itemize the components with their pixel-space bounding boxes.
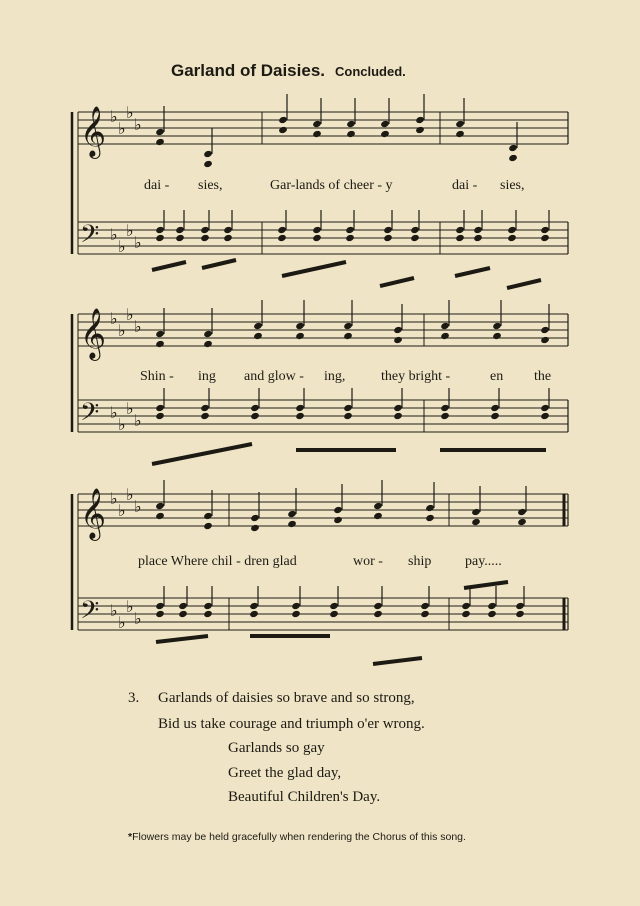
note-head — [383, 226, 393, 234]
flat-icon: ♭ — [126, 103, 134, 122]
footnote — [128, 831, 466, 843]
note-beam — [282, 262, 346, 276]
note-head — [203, 522, 213, 530]
note-head — [515, 602, 525, 610]
lyric-s3-3: ship — [408, 554, 432, 569]
lyric-s1-4: dai - — [452, 178, 478, 193]
note-beam — [156, 636, 208, 642]
flat-icon: ♭ — [118, 415, 126, 434]
note-head — [333, 506, 343, 514]
flat-icon: ♭ — [134, 609, 142, 628]
lyric-s2-6: en — [490, 369, 504, 384]
note-head — [249, 610, 259, 618]
note-head — [295, 404, 305, 412]
flat-icon: ♭ — [118, 321, 126, 340]
note-head — [487, 602, 497, 610]
note-head — [540, 234, 550, 242]
note-head — [203, 150, 213, 158]
note-head — [471, 508, 481, 516]
song-title-note: Concluded. — [335, 64, 406, 79]
note-head — [343, 412, 353, 420]
verse-line-2: Bid us take courage and triumph o'er wrong. — [158, 716, 425, 732]
lyric-s1-5: sies, — [500, 178, 525, 193]
note-head — [203, 602, 213, 610]
note-head — [291, 602, 301, 610]
note-head — [178, 602, 188, 610]
note-head — [250, 514, 260, 522]
note-head — [155, 340, 165, 348]
note-head — [203, 160, 213, 168]
note-beam — [152, 262, 186, 270]
note-head — [250, 412, 260, 420]
note-head — [461, 602, 471, 610]
note-head — [333, 516, 343, 524]
note-head — [393, 404, 403, 412]
note-head — [291, 610, 301, 618]
note-head — [203, 512, 213, 520]
note-head — [178, 610, 188, 618]
note-head — [175, 226, 185, 234]
note-head — [455, 120, 465, 128]
note-head — [278, 116, 288, 124]
note-head — [175, 234, 185, 242]
treble-clef-icon: 𝄞 — [80, 308, 107, 359]
note-head — [373, 502, 383, 510]
lyric-s2-2: ing — [198, 369, 216, 384]
note-head — [540, 326, 550, 334]
flat-icon: ♭ — [110, 107, 118, 126]
note-head — [343, 404, 353, 412]
note-head — [345, 226, 355, 234]
note-head — [312, 226, 322, 234]
treble-clef-icon: 𝄞 — [80, 488, 107, 539]
note-head — [383, 234, 393, 242]
note-head — [373, 610, 383, 618]
note-beam — [507, 280, 541, 288]
note-head — [492, 332, 502, 340]
lyric-s2-4: ing, — [324, 369, 346, 384]
note-head — [287, 520, 297, 528]
note-head — [312, 234, 322, 242]
note-head — [346, 120, 356, 128]
treble-clef-icon: 𝄞 — [80, 106, 107, 157]
lyric-s2-3: and glow - — [244, 369, 304, 384]
note-beam — [202, 260, 236, 268]
flat-icon: ♭ — [118, 613, 126, 632]
note-beam — [373, 658, 422, 664]
note-head — [155, 602, 165, 610]
note-head — [517, 518, 527, 526]
note-head — [278, 126, 288, 134]
note-head — [517, 508, 527, 516]
flat-icon: ♭ — [110, 309, 118, 328]
lyric-s3-4: pay..... — [465, 554, 502, 569]
note-head — [540, 336, 550, 344]
footnote-text: Flowers may be held gracefully when rendering the Chorus of this song. — [132, 831, 466, 843]
note-head — [490, 412, 500, 420]
note-head — [253, 332, 263, 340]
note-head — [380, 130, 390, 138]
note-head — [540, 412, 550, 420]
flat-icon: ♭ — [134, 497, 142, 516]
note-head — [473, 234, 483, 242]
note-head — [410, 226, 420, 234]
note-head — [492, 322, 502, 330]
note-head — [295, 412, 305, 420]
note-head — [380, 120, 390, 128]
verse-line-3: Garlands so gay — [228, 740, 325, 756]
note-head — [277, 234, 287, 242]
note-head — [420, 602, 430, 610]
flat-icon: ♭ — [126, 597, 134, 616]
note-head — [155, 226, 165, 234]
flat-icon: ♭ — [110, 489, 118, 508]
verse-line-4: Greet the glad day, — [228, 765, 342, 781]
note-head — [440, 412, 450, 420]
lyric-s1-1: dai - — [144, 178, 170, 193]
note-head — [425, 504, 435, 512]
note-head — [253, 322, 263, 330]
note-head — [346, 130, 356, 138]
lyric-s3-2: wor - — [353, 554, 383, 569]
verse-3 — [128, 690, 528, 810]
note-head — [200, 412, 210, 420]
note-head — [155, 404, 165, 412]
note-head — [508, 144, 518, 152]
note-head — [415, 116, 425, 124]
lyric-s2-1: Shin - — [140, 369, 174, 384]
note-beam — [455, 268, 490, 276]
note-head — [312, 130, 322, 138]
flat-icon: ♭ — [126, 221, 134, 240]
bass-clef-icon: 𝄢 — [80, 596, 100, 631]
flat-icon: ♭ — [110, 601, 118, 620]
note-head — [540, 404, 550, 412]
note-head — [155, 412, 165, 420]
note-head — [203, 340, 213, 348]
note-head — [155, 330, 165, 338]
note-head — [155, 234, 165, 242]
note-head — [249, 602, 259, 610]
bass-clef-icon: 𝄢 — [80, 398, 100, 433]
flat-icon: ♭ — [134, 411, 142, 430]
flat-icon: ♭ — [134, 233, 142, 252]
note-head — [200, 234, 210, 242]
note-head — [507, 234, 517, 242]
flat-icon: ♭ — [126, 485, 134, 504]
note-head — [440, 332, 450, 340]
verse-line-5: Beautiful Children's Day. — [228, 789, 381, 805]
verse-line-1: Garlands of daisies so brave and so strong, — [158, 690, 415, 706]
note-beam — [464, 582, 508, 588]
note-head — [393, 412, 403, 420]
note-beam — [152, 444, 252, 464]
note-head — [471, 518, 481, 526]
note-head — [373, 602, 383, 610]
note-head — [373, 512, 383, 520]
note-head — [420, 610, 430, 618]
note-head — [515, 610, 525, 618]
note-head — [287, 510, 297, 518]
lyric-s3-1: place Where chil - dren glad — [138, 554, 297, 569]
note-head — [440, 322, 450, 330]
note-head — [415, 126, 425, 134]
note-head — [508, 154, 518, 162]
lyric-s2-7: the — [534, 369, 552, 384]
note-head — [155, 610, 165, 618]
flat-icon: ♭ — [126, 399, 134, 418]
flat-icon: ♭ — [110, 403, 118, 422]
note-head — [200, 404, 210, 412]
note-head — [312, 120, 322, 128]
note-head — [329, 602, 339, 610]
flat-icon: ♭ — [126, 305, 134, 324]
bass-clef-icon: 𝄢 — [80, 220, 100, 255]
note-head — [425, 514, 435, 522]
verse-number: 3. — [128, 690, 140, 706]
footnote-mark: * — [128, 831, 133, 843]
note-head — [329, 610, 339, 618]
note-head — [223, 226, 233, 234]
flat-icon: ♭ — [110, 225, 118, 244]
note-head — [455, 226, 465, 234]
note-head — [507, 226, 517, 234]
note-head — [295, 322, 305, 330]
note-head — [250, 524, 260, 532]
note-head — [440, 404, 450, 412]
note-head — [490, 404, 500, 412]
note-head — [250, 404, 260, 412]
flat-icon: ♭ — [134, 115, 142, 134]
note-head — [410, 234, 420, 242]
note-head — [455, 130, 465, 138]
note-head — [540, 226, 550, 234]
note-head — [345, 234, 355, 242]
note-head — [155, 128, 165, 136]
note-head — [393, 336, 403, 344]
note-head — [393, 326, 403, 334]
note-head — [461, 610, 471, 618]
note-head — [473, 226, 483, 234]
note-head — [200, 226, 210, 234]
note-head — [295, 332, 305, 340]
note-head — [203, 610, 213, 618]
note-head — [277, 226, 287, 234]
note-beam — [380, 278, 414, 286]
lyric-s1-2: sies, — [198, 178, 223, 193]
song-title-main: Garland of Daisies. — [171, 61, 325, 80]
note-head — [455, 234, 465, 242]
flat-icon: ♭ — [118, 119, 126, 138]
lyric-s1-3: Gar-lands of cheer - y — [270, 178, 393, 193]
note-head — [155, 138, 165, 146]
note-head — [223, 234, 233, 242]
flat-icon: ♭ — [118, 501, 126, 520]
lyric-s2-5: they bright - — [381, 369, 451, 384]
note-head — [155, 512, 165, 520]
flat-icon: ♭ — [118, 237, 126, 256]
note-head — [487, 610, 497, 618]
flat-icon: ♭ — [134, 317, 142, 336]
note-head — [343, 322, 353, 330]
note-head — [343, 332, 353, 340]
note-head — [155, 502, 165, 510]
note-head — [203, 330, 213, 338]
